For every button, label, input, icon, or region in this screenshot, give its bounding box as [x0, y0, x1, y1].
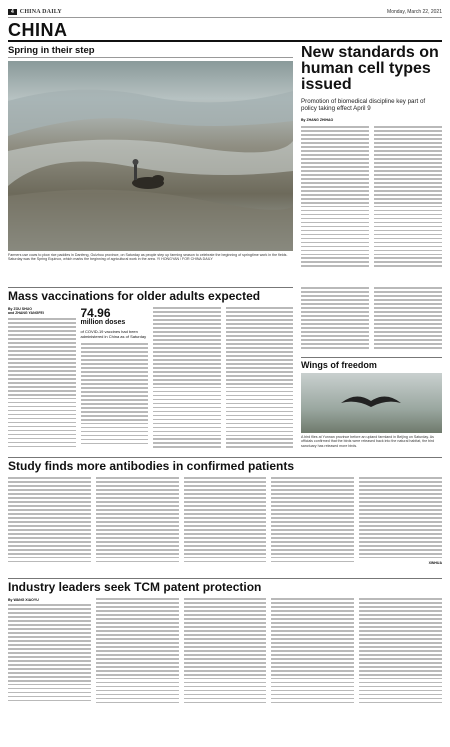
tcm-body — [8, 598, 442, 718]
vaccine-byline: and ZHANG YANGFEI — [8, 311, 44, 315]
vaccine-stat-column — [81, 307, 149, 450]
masthead-logo: CHINA DAILY — [19, 8, 62, 15]
spring-story — [8, 45, 293, 283]
vaccine-column — [153, 307, 221, 450]
tcm-byline: By WANG XIAOYU — [8, 598, 39, 602]
standards-story — [301, 45, 442, 283]
antibodies-headline: Study finds more antibodies in confirmed patients — [8, 457, 442, 475]
standards-byline: By ZHANG ZHIHAO — [301, 118, 334, 122]
dose-count: 74.96 — [80, 306, 111, 320]
tcm-headline: Industry leaders seek TCM patent protection — [8, 578, 442, 596]
dose-description: of COVID-19 vaccines had been administered in China as of Saturday — [80, 329, 147, 339]
vaccine-column — [8, 307, 76, 450]
standards-deck: Promotion of biomedical discipline key part of policy taking effect April 9 — [301, 98, 426, 112]
bird-photo — [301, 373, 442, 433]
standards-column — [374, 126, 442, 276]
section-title: CHINA — [8, 20, 442, 42]
wings-headline: Wings of freedom — [301, 357, 442, 370]
spring-caption: Farmers use cows to plow rice paddies in Danfeng, Guizhou province, on Saturday as people step up farming season to celebrate the beginning of springtime work in the fields. Saturday was the Spring Equinox, which marks the beginning of agricultural work in the area. — [8, 253, 288, 262]
rice-paddy-photo — [8, 61, 293, 251]
wings-caption: A bird flies at Yunnan province before an upland farmland in Beijing on Saturday. As officials confirmed that the birds were released back into the natural habitat, the bird sanctuary has released more birds. — [301, 435, 435, 448]
vaccine-story — [8, 287, 293, 455]
spring-headline: Spring in their step — [8, 45, 293, 58]
vaccine-headline: Mass vaccinations for older adults expected — [8, 287, 293, 303]
standards-column — [301, 126, 369, 276]
antibodies-body — [8, 477, 442, 575]
dose-unit: million doses — [80, 319, 126, 326]
photo-credit: YI HONGYAN / FOR CHINA DAILY — [156, 257, 213, 262]
study-credit: XINHUA — [428, 560, 442, 565]
page-header — [8, 6, 442, 18]
wings-story — [301, 287, 442, 455]
vaccine-byline: By ZOU SHUO — [8, 307, 32, 311]
page-number: 4 — [8, 9, 17, 15]
standards-headline: New standards on human cell types issued — [301, 44, 439, 93]
vaccine-column — [226, 307, 294, 450]
issue-date: Monday, March 22, 2021 — [387, 8, 442, 15]
